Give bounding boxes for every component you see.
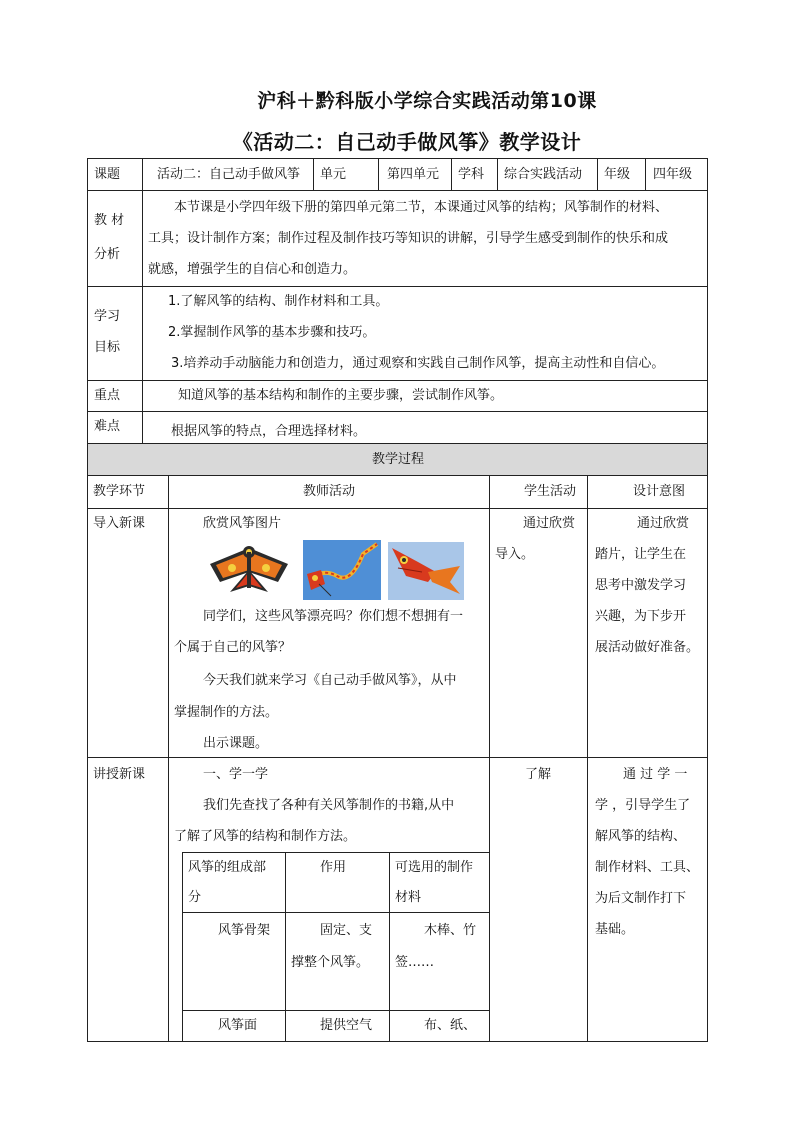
kite-fish-icon <box>388 542 464 600</box>
goal-item: 2.掌握制作风筝的基本步骤和技巧。 <box>168 325 376 340</box>
subtable-cell: 木棒、竹 <box>424 923 477 938</box>
document-subtitle: 《活动二：自己动手做风筝》教学设计 <box>232 130 582 154</box>
intro-teacher-line: 今天我们就来学习《自己动手做风筝》，从中 <box>203 673 457 688</box>
intro-teacher-line: 欣赏风筝图片 <box>203 516 282 531</box>
document-title: 沪科＋黔科版小学综合实践活动第10课 <box>257 90 597 112</box>
subtable-header: 可选用的制作 <box>395 860 474 875</box>
subtable-header: 风筝的组成部 <box>188 860 267 875</box>
intro-student-line: 通过欣赏 <box>523 516 576 531</box>
lecture-student: 了解 <box>525 767 552 782</box>
label-analysis-1: 教 材 <box>94 213 125 228</box>
lecture-teacher-line: 我们先查找了各种有关风筝制作的书籍,从中 <box>203 798 455 813</box>
intro-teacher-line: 个属于自己的风筝？ <box>174 640 292 655</box>
lecture-intent-line: 基础。 <box>595 922 635 937</box>
header-intent: 设计意图 <box>633 484 686 499</box>
lecture-intent-line: 制作材料、工具、 <box>595 860 700 875</box>
label-grade: 年级 <box>604 167 631 182</box>
lecture-intent-line: 通 过 学 一 <box>623 767 688 782</box>
subtable-cell: 提供空气 <box>320 1018 373 1033</box>
kite-dragon-icon <box>303 540 381 600</box>
kite-butterfly-image <box>206 542 292 600</box>
label-goals-2: 目标 <box>94 340 121 355</box>
unit-value: 第四单元 <box>387 167 440 182</box>
subject-value: 综合实践活动 <box>504 167 583 182</box>
subtable-cell: 固定、支 <box>320 923 373 938</box>
label-unit: 单元 <box>320 167 347 182</box>
label-analysis-2: 分析 <box>94 247 121 262</box>
subtable-cell: 风筝面 <box>218 1018 258 1033</box>
lecture-teacher-line: 一、学一学 <box>203 767 269 782</box>
difficulty-text: 根据风筝的特点，合理选择材料。 <box>171 424 367 439</box>
intro-intent-line: 思考中激发学习 <box>595 578 687 593</box>
intro-teacher-line: 出示课题。 <box>203 736 269 751</box>
subtable-cell: 布、纸、 <box>424 1018 477 1033</box>
label-subject: 学科 <box>458 167 485 182</box>
subtable-cell: 撑整个风筝。 <box>291 955 370 970</box>
goal-item: 1.了解风筝的结构、制作材料和工具。 <box>168 294 389 309</box>
header-teacher: 教师活动 <box>303 484 356 499</box>
subtable-cell: 签…… <box>395 955 435 970</box>
header-stage: 教学环节 <box>93 484 146 499</box>
stage-intro: 导入新课 <box>93 516 146 531</box>
kite-butterfly-icon <box>206 542 292 600</box>
intro-intent-line: 通过欣赏 <box>637 516 690 531</box>
analysis-line-1: 本节课是小学四年级下册的第四单元第二节，本课通过风筝的结构；风筝制作的材料、 <box>174 200 669 215</box>
lecture-intent-line: 为后文制作打下 <box>595 891 687 906</box>
stage-lecture: 讲授新课 <box>93 767 146 782</box>
subtable-header: 作用 <box>320 860 347 875</box>
key-point-text: 知道风筝的基本结构和制作的主要步骤，尝试制作风筝。 <box>178 388 504 403</box>
intro-intent-line: 兴趣，为下步开 <box>595 609 687 624</box>
process-band-label: 教学过程 <box>372 452 425 467</box>
subtable-header: 分 <box>188 890 202 905</box>
kite-dragon-image <box>303 540 381 600</box>
label-difficulty: 难点 <box>94 419 121 434</box>
subtable-header: 材料 <box>395 890 422 905</box>
kite-fish-image <box>388 542 464 600</box>
intro-teacher-line: 掌握制作的方法。 <box>174 705 279 720</box>
lecture-teacher-line: 了解了风筝的结构和制作方法。 <box>174 829 357 844</box>
lecture-intent-line: 解风筝的结构、 <box>595 829 687 844</box>
intro-teacher-line: 同学们，这些风筝漂亮吗？你们想不想拥有一 <box>203 609 464 624</box>
topic-value: 活动二：自己动手做风筝 <box>157 167 301 182</box>
grade-value: 四年级 <box>653 167 693 182</box>
intro-intent-line: 踏片，让学生在 <box>595 547 687 562</box>
analysis-line-2: 工具；设计制作方案；制作过程及制作技巧等知识的讲解，引导学生感受到制作的快乐和成 <box>148 231 669 246</box>
analysis-line-3: 就感，增强学生的自信心和创造力。 <box>148 262 357 277</box>
header-student: 学生活动 <box>524 484 577 499</box>
intro-intent-line: 展活动做好准备。 <box>595 640 700 655</box>
intro-student-line: 导入。 <box>495 547 535 562</box>
label-key-point: 重点 <box>94 388 121 403</box>
goal-item: 3.培养动手动脑能力和创造力，通过观察和实践自己制作风筝，提高主动性和自信心。 <box>171 356 665 371</box>
lecture-intent-line: 学 ，引导学生了 <box>595 798 691 813</box>
label-goals-1: 学习 <box>94 309 121 324</box>
subtable-cell: 风筝骨架 <box>218 923 271 938</box>
label-topic: 课题 <box>94 167 121 182</box>
